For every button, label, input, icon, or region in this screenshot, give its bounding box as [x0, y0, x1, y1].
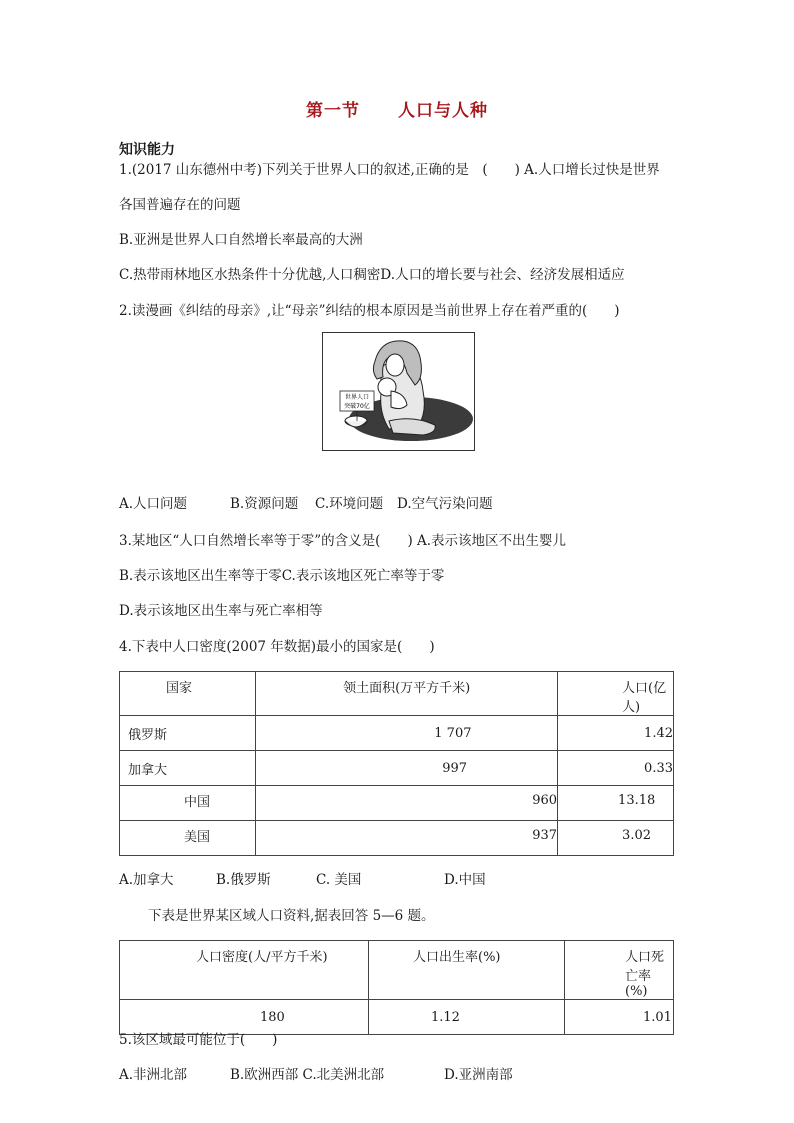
q5-option-a: A.非洲北部 [119, 1067, 188, 1083]
header-population: 人口(亿人) [558, 672, 674, 716]
header-country: 国家 [120, 672, 256, 716]
sign-line1: 世界人口 [344, 394, 370, 401]
q4-option-b: B.俄罗斯 [216, 872, 271, 888]
header-death-rate: 人口死亡率(%) [565, 941, 674, 1000]
cell-country: 美国 [120, 821, 256, 856]
q4-option-c: C. 美国 [316, 872, 362, 888]
cell-death-rate: 1.01 [565, 1000, 674, 1035]
cell-country: 加拿大 [120, 751, 256, 786]
q3-line2: B.表示该地区出生率等于零C.表示该地区死亡率等于零 [119, 568, 445, 584]
region-table [119, 940, 674, 1035]
table-row [120, 751, 674, 786]
title-topic: 人口与人种 [398, 101, 488, 121]
q2-stem: 2.读漫画《纠结的母亲》,让“母亲”纠结的根本原因是当前世界上存在着严重的( ) [119, 303, 620, 319]
table-row [120, 786, 674, 821]
country-table [119, 671, 674, 856]
cell-population: 1.42 [558, 716, 674, 751]
cell-population: 3.02 [558, 821, 674, 856]
q1-line2: 各国普遍存在的问题 [119, 197, 241, 213]
cell-birth-rate: 1.12 [369, 1000, 565, 1035]
q4-stem: 4.下表中人口密度(2007 年数据)最小的国家是( ) [119, 639, 435, 655]
cell-population: 0.33 [558, 751, 674, 786]
q2-option-a: A.人口问题 [119, 496, 188, 512]
cell-area: 937 [256, 821, 558, 856]
header-density: 人口密度(人/平方千米) [120, 941, 369, 1000]
q1-options-cd: C.热带雨林地区水热条件十分优越,人口稠密D.人口的增长要与社会、经济发展相适应 [119, 267, 625, 283]
q2-option-d: D.空气污染问题 [397, 496, 493, 512]
q4-option-d: D.中国 [444, 872, 486, 888]
title-section: 第一节 [306, 101, 360, 121]
cell-area: 997 [256, 751, 558, 786]
q5-option-d: D.亚洲南部 [444, 1067, 513, 1083]
section-label: 知识能力 [119, 142, 175, 158]
intro-q5-6: 下表是世界某区域人口资料,据表回答 5—6 题。 [148, 908, 435, 924]
table-row [120, 821, 674, 856]
mother-cartoon-illustration [323, 333, 474, 450]
sign-line2: 突破70亿 [344, 403, 370, 410]
cell-country: 俄罗斯 [120, 716, 256, 751]
table-header-row [120, 941, 674, 1000]
q3-line3: D.表示该地区出生率与死亡率相等 [119, 603, 323, 619]
cell-area: 1 707 [256, 716, 558, 751]
q1-line1: 1.(2017 山东德州中考)下列关于世界人口的叙述,正确的是 ( ) A.人口增长过快是世界 [119, 162, 660, 178]
cell-country: 中国 [120, 786, 256, 821]
q2-option-b: B.资源问题 [230, 496, 299, 512]
q4-option-a: A.加拿大 [119, 872, 174, 888]
q5-option-bc: B.欧洲西部 C.北美洲北部 [230, 1067, 385, 1083]
cell-area: 960 [256, 786, 558, 821]
cartoon-figure [322, 332, 475, 451]
cell-density: 180 [120, 1000, 369, 1035]
header-area: 领土面积(万平方千米) [256, 672, 558, 716]
cell-population: 13.18 [558, 786, 674, 821]
header-birth-rate: 人口出生率(%) [369, 941, 565, 1000]
q2-option-c: C.环境问题 [315, 496, 384, 512]
table-row [120, 716, 674, 751]
page-title [0, 96, 794, 121]
q1-option-b: B.亚洲是世界人口自然增长率最高的大洲 [119, 232, 363, 248]
q5-stem: 5.该区域最可能位于( ) [119, 1032, 278, 1048]
table-header-row [120, 672, 674, 716]
q3-line1: 3.某地区“人口自然增长率等于零”的含义是( ) A.表示该地区不出生婴儿 [119, 533, 567, 549]
